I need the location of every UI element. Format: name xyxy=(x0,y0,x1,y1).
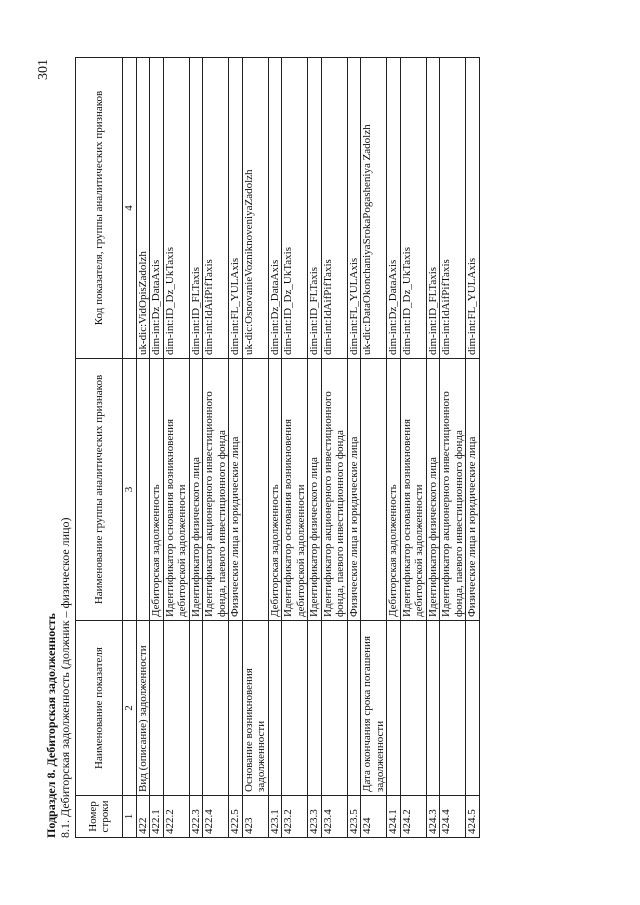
cell-indicator-name xyxy=(163,621,189,796)
header-indicator-name: Наименование показателя xyxy=(76,621,123,796)
cell-code: dim-int:FL_YULAxis xyxy=(229,58,243,359)
column-index-3: 3 xyxy=(123,359,137,621)
table-row xyxy=(308,58,322,838)
column-index-row xyxy=(123,58,137,838)
cell-group-name: Дебиторская задолженность xyxy=(150,359,164,621)
cell-code: dim-int:FL_YULAxis xyxy=(347,58,361,359)
cell-group-name: Идентификатор физического лица xyxy=(189,359,203,621)
cell-row-number: 422.5 xyxy=(229,796,243,838)
cell-group-name xyxy=(361,359,387,621)
cell-row-number: 424.5 xyxy=(466,796,480,838)
cell-row-number: 423.3 xyxy=(308,796,322,838)
cell-indicator-name xyxy=(203,621,229,796)
cell-group-name: Идентификатор физического лица xyxy=(426,359,440,621)
cell-indicator-name: Вид (описание) задолженности xyxy=(136,621,150,796)
cell-row-number: 424.2 xyxy=(400,796,426,838)
cell-indicator-name xyxy=(229,621,243,796)
table-row xyxy=(361,58,387,838)
cell-group-name: Дебиторская задолженность xyxy=(387,359,401,621)
cell-code: dim-int:ID_Dz_UkTaxis xyxy=(282,58,308,359)
cell-group-name: Идентификатор основания возникновения дебиторской задолженности xyxy=(400,359,426,621)
table-row xyxy=(242,58,268,838)
cell-code: uk-dic:OsnovanieVozniknoveniyaZadolzh xyxy=(242,58,268,359)
column-index-2: 2 xyxy=(123,621,137,796)
table-row xyxy=(400,58,426,838)
cell-indicator-name: Дата окончания срока погашения задолженности xyxy=(361,621,387,796)
table-header-row xyxy=(76,58,123,838)
cell-group-name: Физические лица и юридические лица xyxy=(229,359,243,621)
cell-row-number: 422.3 xyxy=(189,796,203,838)
cell-code: uk-dic:DataOkonchaniyaSrokaPogasheniya Zadolzh xyxy=(361,58,387,359)
cell-row-number: 422.1 xyxy=(150,796,164,838)
indicator-table xyxy=(75,57,480,838)
cell-row-number: 424.4 xyxy=(440,796,466,838)
cell-row-number: 424 xyxy=(361,796,387,838)
cell-indicator-name xyxy=(400,621,426,796)
cell-row-number: 422.4 xyxy=(203,796,229,838)
cell-indicator-name xyxy=(321,621,347,796)
cell-group-name: Идентификатор основания возникновения дебиторской задолженности xyxy=(163,359,189,621)
cell-code: dim-int:ID_FLTaxis xyxy=(426,58,440,359)
cell-group-name: Идентификатор основания возникновения дебиторской задолженности xyxy=(282,359,308,621)
cell-row-number: 423.5 xyxy=(347,796,361,838)
cell-code: dim-int:Dz_DataAxis xyxy=(387,58,401,359)
cell-code: dim-int:IdAifPifTaxis xyxy=(203,58,229,359)
cell-indicator-name xyxy=(150,621,164,796)
cell-group-name: Идентификатор акционерного инвестиционного фонда, паевого инвестиционного фонда xyxy=(321,359,347,621)
cell-code: dim-int:Dz_DataAxis xyxy=(268,58,282,359)
cell-indicator-name xyxy=(268,621,282,796)
cell-indicator-name: Основание возникновения задолженности xyxy=(242,621,268,796)
cell-code: dim-int:ID_Dz_UkTaxis xyxy=(400,58,426,359)
cell-code: dim-int:Dz_DataAxis xyxy=(150,58,164,359)
header-code: Код показателя, группы аналитических признаков xyxy=(76,58,123,359)
column-index-1: 1 xyxy=(123,796,137,838)
cell-row-number: 423 xyxy=(242,796,268,838)
cell-code: dim-int:IdAifPifTaxis xyxy=(440,58,466,359)
cell-row-number: 424.3 xyxy=(426,796,440,838)
cell-group-name: Идентификатор физического лица xyxy=(308,359,322,621)
cell-group-name: Идентификатор акционерного инвестиционного фонда, паевого инвестиционного фонда xyxy=(440,359,466,621)
header-row-number: Номер строки xyxy=(76,796,123,838)
cell-row-number: 423.4 xyxy=(321,796,347,838)
cell-code: dim-int:FL_YULAxis xyxy=(466,58,480,359)
table-row xyxy=(426,58,440,838)
cell-row-number: 422.2 xyxy=(163,796,189,838)
cell-indicator-name xyxy=(387,621,401,796)
table-row xyxy=(136,58,150,838)
cell-indicator-name xyxy=(308,621,322,796)
table-row xyxy=(440,58,466,838)
cell-row-number: 423.1 xyxy=(268,796,282,838)
cell-code: dim-int:IdAifPifTaxis xyxy=(321,58,347,359)
table-row xyxy=(387,58,401,838)
cell-code: uk-dic:VidOpisZadolzh xyxy=(136,58,150,359)
cell-group-name: Идентификатор акционерного инвестиционного фонда, паевого инвестиционного фонда xyxy=(203,359,229,621)
cell-indicator-name xyxy=(189,621,203,796)
cell-group-name xyxy=(242,359,268,621)
cell-code: dim-int:ID_Dz_UkTaxis xyxy=(163,58,189,359)
cell-indicator-name xyxy=(466,621,480,796)
page-number: 301 xyxy=(36,59,51,80)
cell-row-number: 424.1 xyxy=(387,796,401,838)
table-row xyxy=(229,58,243,838)
cell-group-name: Физические лица и юридические лица xyxy=(347,359,361,621)
header-group-name: Наименование группы аналитических признаков xyxy=(76,359,123,621)
table-body xyxy=(136,58,479,838)
table-row xyxy=(268,58,282,838)
table-row xyxy=(189,58,203,838)
table-row xyxy=(347,58,361,838)
table-row xyxy=(282,58,308,838)
cell-group-name: Дебиторская задолженность xyxy=(268,359,282,621)
rotated-page-content xyxy=(30,58,620,838)
cell-group-name xyxy=(136,359,150,621)
table-row xyxy=(150,58,164,838)
cell-indicator-name xyxy=(440,621,466,796)
cell-indicator-name xyxy=(282,621,308,796)
table-row xyxy=(163,58,189,838)
cell-group-name: Физические лица и юридические лица xyxy=(466,359,480,621)
cell-indicator-name xyxy=(426,621,440,796)
cell-row-number: 423.2 xyxy=(282,796,308,838)
cell-code: dim-int:ID_FLTaxis xyxy=(189,58,203,359)
cell-row-number: 422 xyxy=(136,796,150,838)
table-row xyxy=(203,58,229,838)
table-row xyxy=(321,58,347,838)
cell-code: dim-int:ID_FLTaxis xyxy=(308,58,322,359)
subsection-title: 8.1. Дебиторская задолженность (должник – физическое лицо) xyxy=(58,517,72,838)
section-title: Подраздел 8. Дебиторская задолженность xyxy=(44,613,58,838)
cell-indicator-name xyxy=(347,621,361,796)
column-index-4: 4 xyxy=(123,58,137,359)
table-row xyxy=(466,58,480,838)
